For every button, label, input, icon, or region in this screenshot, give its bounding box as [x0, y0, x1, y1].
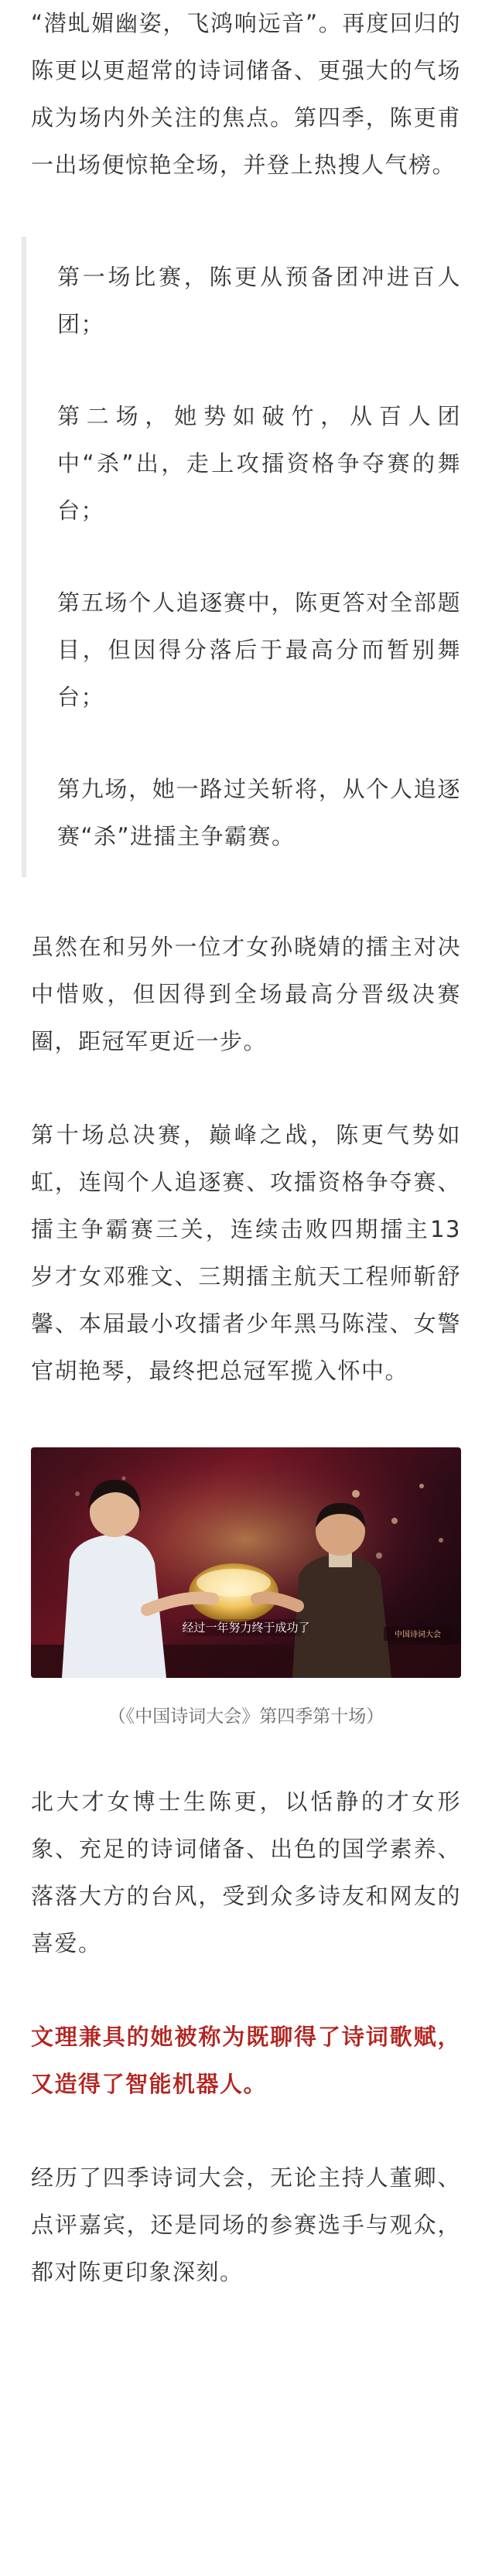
tv-show-photo — [31, 1447, 461, 1678]
photo-caption: （《中国诗词大会》第四季第十场） — [108, 1707, 384, 1727]
quote-item-match-2: 第二场，她势如破竹，从百人团中“杀”出，走上攻擂资格争夺赛的舞台； — [57, 403, 461, 524]
quote-item-match-9: 第九场，她一路过关斩将，从个人追逐赛“杀”进擂主争霸赛。 — [57, 776, 461, 849]
highlight-paragraph: 文理兼具的她被称为既聊得了诗词歌赋，又造得了智能机器人。 — [31, 2024, 461, 2097]
quote-item-match-5: 第五场个人追逐赛中，陈更答对全部题目，但因得分落后于最高分而暂别舞台； — [57, 589, 461, 710]
photo-subtitle: 经过一年努力终于成功了 — [182, 1621, 310, 1635]
profile-paragraph: 北大才女博士生陈更，以恬静的才女形象、充足的诗词储备、出色的国学素养、落落大方的台风，受到众多诗友和网友的喜爱。 — [31, 1789, 461, 1956]
closing-paragraph: 经历了四季诗词大会，无论主持人董卿、点评嘉宾，还是同场的参赛选手与观众，都对陈更印象深刻。 — [31, 2164, 461, 2285]
match-list-quote — [22, 237, 461, 877]
photo-illustration — [31, 1447, 461, 1678]
intro-paragraph: “潜虬媚幽姿，飞鸿响远音”。再度回归的陈更以更超常的诗词储备、更强大的气场成为场内外关注的焦点。第四季，陈更甫一出场便惊艳全场，并登上热搜人气榜。 — [31, 10, 461, 178]
quote-item-match-1: 第一场比赛，陈更从预备团冲进百人团； — [57, 264, 461, 337]
semifinal-paragraph: 虽然在和另外一位才女孙晓婧的擂主对决中惜败，但因得到全场最高分晋级决赛圈，距冠军更近一步。 — [31, 934, 461, 1054]
photo-watermark: 中国诗词大会 — [395, 1631, 441, 1639]
photo-figure — [31, 1447, 461, 1732]
final-paragraph: 第十场总决赛，巅峰之战，陈更气势如虹，连闯个人追逐赛、攻擂资格争夺赛、擂主争霸赛三关，连续击败四期擂主13岁才女邓雅文、三期擂主航天工程师靳舒馨、本届最小攻擂者少年黑马陈滢、女警官胡艳琴，最终把总冠军揽入怀中。 — [31, 1122, 461, 1384]
